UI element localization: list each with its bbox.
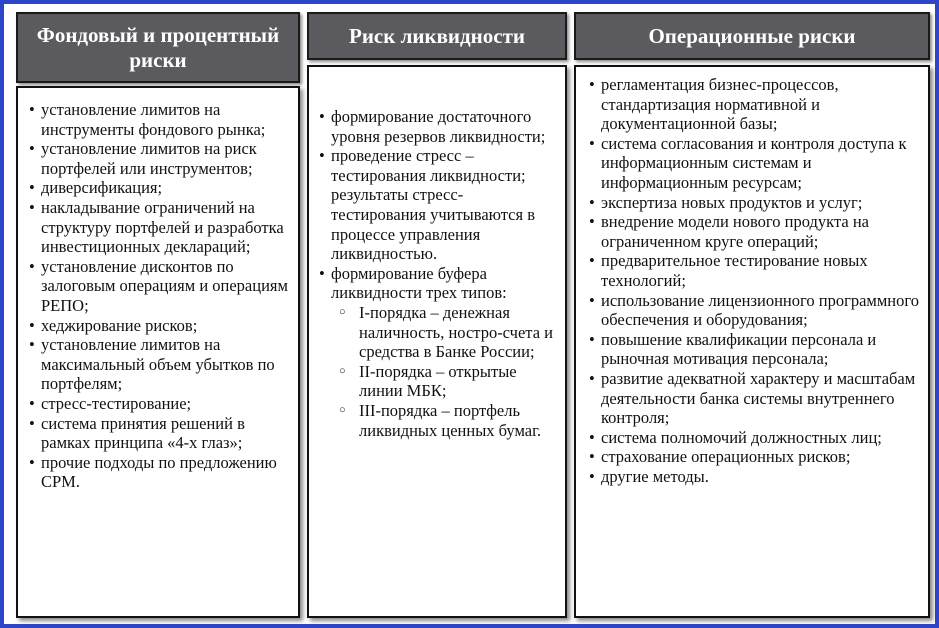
list-item: • проведение стресс – тестирования ликвидности; результаты стресс-тестирования учитываются в процессе управления ликвидностью.	[319, 146, 557, 264]
sub-list-item: ○ III-порядка – портфель ликвидных ценных бумаг.	[319, 401, 557, 440]
list-item: • стресс-тестирование;	[29, 394, 292, 414]
box-liquidity-risk	[307, 65, 567, 618]
header-title: Операционные риски	[648, 23, 856, 48]
list-item: • развитие адекватной характеру и масштабам деятельности банка системы внутреннего контроля;	[589, 369, 920, 428]
list-item: • установление лимитов на риск портфелей или инструментов;	[29, 139, 292, 178]
list-item: • повышение квалификации персонала и рыночная мотивация персонала;	[589, 330, 920, 369]
list-item: • система согласования и контроля доступа к информационным системам и информационным ресурсам;	[589, 134, 920, 193]
header-operational-risk	[574, 12, 930, 60]
header-stock-interest-risk	[16, 12, 300, 83]
list-item: • хеджирование рисков;	[29, 316, 292, 336]
list-item: • использование лицензионного программного обеспечения и оборудования;	[589, 291, 920, 330]
list-item: • страхование операционных рисков;	[589, 447, 920, 467]
sub-list-item: ○ II-порядка – открытые линии МБК;	[319, 362, 557, 401]
list-item: • другие методы.	[589, 467, 920, 487]
list-item: • установление лимитов на максимальный объем убытков по портфелям;	[29, 335, 292, 394]
list-item: • формирование буфера ликвидности трех типов:	[319, 264, 557, 303]
list-liquidity-risk	[319, 107, 557, 440]
list-item: • установление дисконтов по залоговым операциям и операциям РЕПО;	[29, 257, 292, 316]
header-liquidity-risk	[307, 12, 567, 60]
box-stock-interest-risk	[16, 86, 300, 618]
list-item: • внедрение модели нового продукта на ограниченном круге операций;	[589, 212, 920, 251]
list-item: • система полномочий должностных лиц;	[589, 428, 920, 448]
list-item: • экспертиза новых продуктов и услуг;	[589, 193, 920, 213]
header-title: Риск ликвидности	[349, 23, 525, 48]
sub-list-item: ○ I-порядка – денежная наличность, ностро-счета и средства в Банке России;	[319, 303, 557, 362]
list-item: • предварительное тестирование новых технологий;	[589, 251, 920, 290]
list-operational-risk	[589, 75, 920, 486]
list-item: • накладывание ограничений на структуру портфелей и разработка инвестиционных деклараций;	[29, 198, 292, 257]
list-item: • регламентация бизнес-процессов, стандартизация нормативной и документационной базы;	[589, 75, 920, 134]
box-operational-risk	[574, 65, 930, 618]
list-item: • прочие подходы по предложению СРМ.	[29, 453, 292, 492]
list-stock-interest-risk	[29, 100, 292, 492]
list-item: • формирование достаточного уровня резервов ликвидности;	[319, 107, 557, 146]
list-item: • система принятия решений в рамках принципа «4-х глаз»;	[29, 414, 292, 453]
list-item: • диверсификация;	[29, 178, 292, 198]
header-title: Фондовый и процентный риски	[36, 22, 280, 72]
list-item: • установление лимитов на инструменты фондового рынка;	[29, 100, 292, 139]
